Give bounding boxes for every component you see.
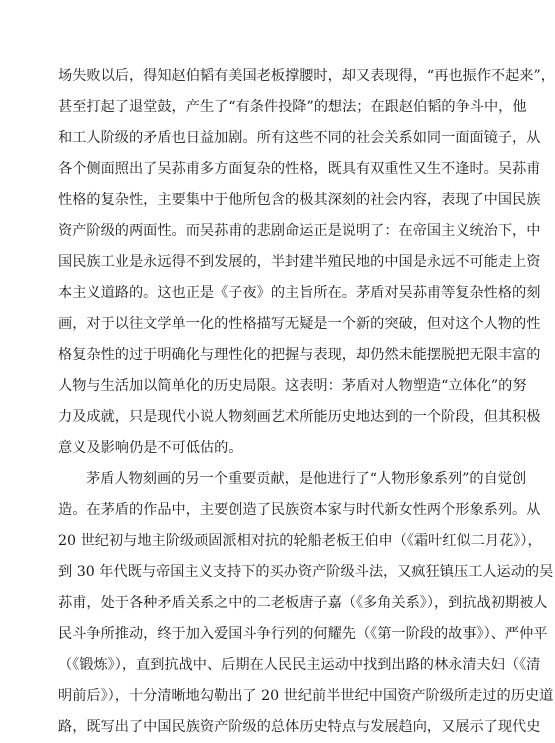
text-line: 路，既写出了中国民族资产阶级的总体历史特点与发展趋向，又展示了现代史 <box>58 719 541 735</box>
text-line: 场失败以后，得知赵伯韬有美国老板撑腰时，却又表现得，“再也振作不起来”， <box>58 68 555 84</box>
text-line: 到 30 年代既与帝国主义支持下的买办资产阶级斗法，又疯狂镇压工人运动的吴 <box>58 564 554 580</box>
text-line: 本主义道路的。这也正是《子夜》的主旨所在。茅盾对吴荪甫等复杂性格的刻 <box>58 285 541 301</box>
text-line: 力及成就，只是现代小说人物刻画艺术所能历史地达到的一个阶段，但其积极 <box>58 409 541 425</box>
paragraph-1 <box>58 61 555 464</box>
text-line: 格复杂性的过于明确化与理性化的把握与表现，却仍然未能摆脱把无限丰富的 <box>58 347 541 363</box>
text-line: 各个侧面照出了吴荪甫多方面复杂的性格，既具有双重性又生不逢时。吴荪甫 <box>58 161 541 177</box>
text-line: 画，对于以往文学单一化的性格描写无疑是一个新的突破，但对这个人物的性 <box>58 316 541 332</box>
text-line: 国民族工业是永远得不到发展的，半封建半殖民地的中国是永远不可能走上资 <box>58 254 541 270</box>
text-line: 和工人阶级的矛盾也日益加剧。所有这些不同的社会关系如同一面面镜子，从 <box>58 130 541 146</box>
text-line: 明前后》），十分清晰地勾勒出了 20 世纪前半世纪中国资产阶级所走过的历史道 <box>58 688 554 704</box>
text-line: 20 世纪初与地主阶级顽固派相对抗的轮船老板王伯申（《霜叶红似二月花》）， <box>58 533 542 549</box>
text-line: （《锻炼》），直到抗战中、后期在人民民主运动中找到出路的林永清夫妇（《清 <box>58 657 541 673</box>
text-line: 造。在茅盾的作品中，主要创造了民族资本家与时代新女性两个形象系列。从 <box>58 502 541 518</box>
text-line: 民斗争所推动，终于加入爱国斗争行列的何耀先（《第一阶段的故事》）、严仲平 <box>58 626 548 642</box>
text-line: 性格的复杂性，主要集中于他所包含的极其深刻的社会内容，表现了中国民族 <box>58 192 541 208</box>
text-line: 资产阶级的两面性。而吴荪甫的悲剧命运正是说明了：在帝国主义统治下，中 <box>58 223 541 239</box>
text-line: 意义及影响仍是不可低估的。 <box>58 440 243 456</box>
text-line: 荪甫，处于各种矛盾关系之中的二老板唐子嘉（《多角关系》），到抗战初期被人 <box>58 595 548 611</box>
text-line: 茅盾人物刻画的另一个重要贡献，是他进行了“人物形象系列”的自觉创 <box>86 471 527 487</box>
paragraph-2 <box>58 464 554 743</box>
text-line: 甚至打起了退堂鼓，产生了“有条件投降”的想法；在跟赵伯韬的争斗中，他 <box>58 99 527 115</box>
text-line: 人物与生活加以简单化的历史局限。这表明：茅盾对人物塑造“立体化”的努 <box>58 378 527 394</box>
